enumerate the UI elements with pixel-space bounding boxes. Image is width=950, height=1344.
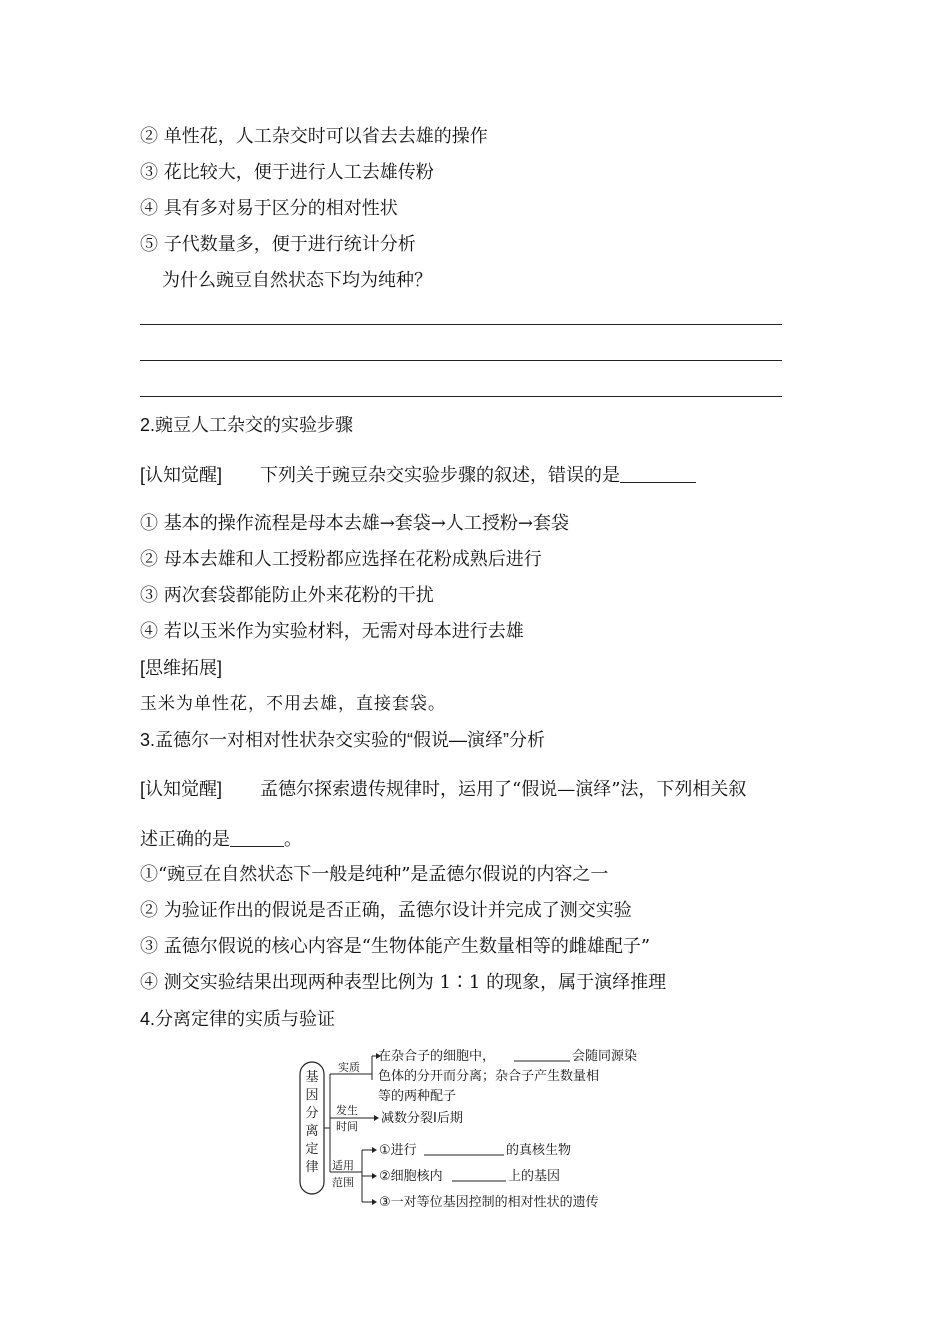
question-prompt [140,777,746,802]
prompt-text: 孟德尔探索遗传规律时，运用了“假说—演绎”法，下列相关叙 [260,779,747,800]
answer-line[interactable] [140,360,782,361]
branch-label-time: 时间 [336,1120,358,1133]
list-item: ① 基本的操作流程是母本去雄→套袋→人工授粉→套袋 [140,513,569,534]
list-item: ④ 具有多对易于区分的相对性状 [140,198,398,219]
list-item: ③ 孟德尔假说的核心内容是“生物体能产生数量相等的雌雄配子” [140,936,651,957]
handwritten-answer: 玉米为单性花，不用去雄，直接套袋。 [140,694,446,714]
list-item: ② 为验证作出的假说是否正确，孟德尔设计并完成了测交实验 [140,900,632,921]
expand-tag: [思维拓展] [140,658,223,678]
section-heading: 2.豌豆人工杂交的实验步骤 [140,415,354,435]
prompt-text: 下列关于豌豆杂交实验步骤的叙述，错误的是 [260,465,621,486]
branch-label-time: 发生 [336,1104,358,1117]
list-item: ③ 两次套袋都能防止外来花粉的干扰 [140,585,434,606]
root-char: 离 [305,1124,319,1139]
list-item: ④ 测交实验结果出现两种表型比例为 1∶1 的现象，属于演绎推理 [140,972,667,993]
essence-text: 等的两种配子 [378,1089,457,1104]
root-char: 定 [305,1142,319,1157]
answer-blank[interactable] [230,828,284,847]
scope-text: 上的基因 [508,1169,561,1184]
prompt-text: 述正确的是 [140,829,230,850]
section-heading: 4.分离定律的实质与验证 [140,1009,336,1029]
essence-text: 色体的分开而分离；杂合子产生数量相 [378,1069,600,1084]
answer-blank[interactable] [620,464,696,483]
essence-text: 会随同源染 [572,1049,638,1064]
root-char: 律 [305,1160,319,1175]
scope-text: ①进行 [379,1143,417,1158]
essence-text: 在杂合子的细胞中， [378,1049,496,1064]
root-char: 因 [305,1088,319,1103]
list-item: ⑤ 子代数量多，便于进行统计分析 [140,234,416,255]
list-item: ② 单性花，人工杂交时可以省去去雄的操作 [140,126,488,147]
section-heading: 3.孟德尔一对相对性状杂交实验的“假说—演绎”分析 [140,730,545,750]
awareness-tag: [认知觉醒] [140,465,223,485]
list-item: ④ 若以玉米作为实验材料，无需对母本进行去雄 [140,621,524,642]
scope-text: 的真核生物 [506,1143,572,1158]
scope-text: ②细胞核内 [379,1169,443,1184]
prompt-end: 。 [284,829,302,850]
answer-line[interactable] [140,396,782,397]
list-item: ② 母本去雄和人工授粉都应选择在花粉成熟后进行 [140,549,542,570]
answer-line[interactable] [140,324,782,325]
branch-label-scope: 适用 [332,1159,354,1172]
list-item: ③ 花比较大，便于进行人工去雄传粉 [140,162,434,183]
root-char: 分 [305,1106,319,1121]
root-char: 基 [305,1070,319,1085]
branch-label-scope: 范围 [332,1176,354,1189]
concept-map [294,1040,674,1220]
branch-label-essence: 实质 [338,1061,360,1074]
awareness-tag: [认知觉醒] [140,779,223,799]
list-item: ①“豌豆在自然状态下一般是纯种”是孟德尔假说的内容之一 [140,864,609,885]
question-prompt [140,463,696,488]
time-text: 减数分裂Ⅰ后期 [381,1111,463,1126]
question: 为什么豌豆自然状态下均为纯种？ [162,270,432,291]
scope-text: ③一对等位基因控制的相对性状的遗传 [379,1195,599,1210]
question-prompt-continued [140,828,302,852]
